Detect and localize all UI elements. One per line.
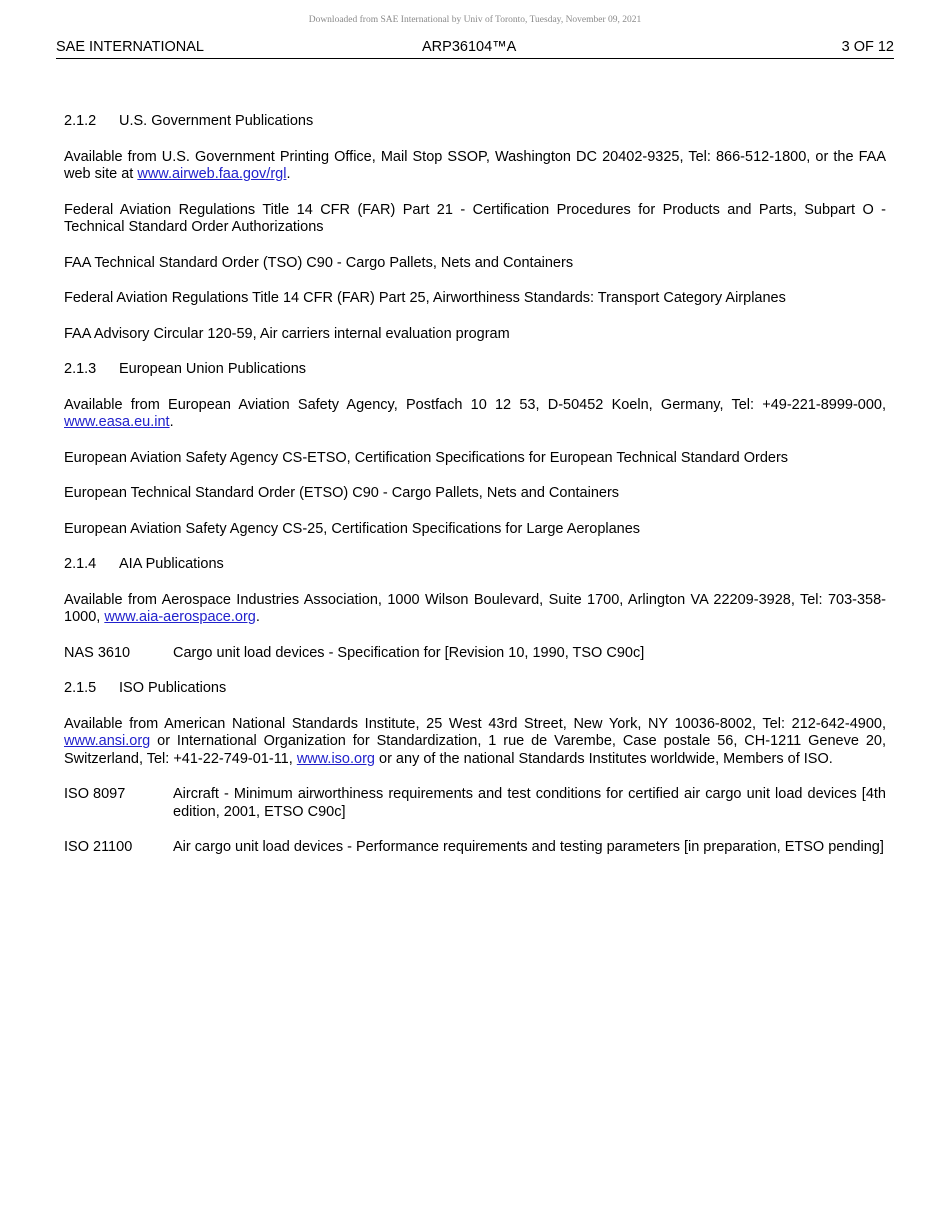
reference-entry-iso21100 bbox=[64, 839, 886, 857]
section-heading-2-1-5 bbox=[64, 680, 886, 698]
reference-description: Aircraft - Minimum airworthiness requirements and test conditions for certified air cargo unit load devices [4th edition, 2001, ETSO C90c] bbox=[173, 786, 886, 820]
section-title: U.S. Government Publications bbox=[119, 113, 314, 129]
availability-paragraph-eu bbox=[64, 397, 886, 432]
availability-text: Available from U.S. Government Printing Office, Mail Stop SSOP, Washington DC 20402-9325, Tel: 866-512-1800, or the FAA web site at bbox=[64, 148, 886, 182]
section-number: 2.1.2 bbox=[64, 113, 97, 129]
faa-link[interactable]: www.airweb.faa.gov/rgl bbox=[137, 166, 287, 182]
section-number: 2.1.3 bbox=[64, 361, 97, 377]
reference-description: Cargo unit load devices - Specification for [Revision 10, 1990, TSO C90c] bbox=[173, 644, 645, 661]
reference-entry-nas3610 bbox=[64, 645, 886, 663]
punctuation: . bbox=[169, 414, 174, 430]
section-title: European Union Publications bbox=[119, 361, 307, 377]
availability-text: or any of the national Standards Institutes worldwide, Members of ISO. bbox=[374, 750, 833, 767]
availability-text: Available from Aerospace Industries Association, 1000 Wilson Boulevard, Suite 1700, Arlington VA 22209-3928, Tel: 703-358-1000, bbox=[64, 591, 886, 625]
reference-item: European Aviation Safety Agency CS-ETSO, Certification Specifications for European Technical Standard Orders bbox=[64, 449, 789, 466]
download-watermark: Downloaded from SAE International by Univ of Toronto, Tuesday, November 09, 2021 bbox=[308, 15, 642, 25]
aia-link[interactable]: www.aia-aerospace.org bbox=[104, 609, 256, 625]
section-title: ISO Publications bbox=[119, 680, 227, 696]
punctuation: . bbox=[255, 609, 260, 625]
header-document-id: ARP36104™A bbox=[422, 39, 517, 55]
page-header bbox=[56, 38, 894, 59]
section-heading-2-1-2 bbox=[64, 113, 886, 131]
page-body bbox=[64, 113, 886, 875]
reference-entry-iso8097 bbox=[64, 786, 886, 821]
availability-paragraph-iso bbox=[64, 716, 886, 769]
reference-item: European Aviation Safety Agency CS-25, Certification Specifications for Large Aeroplanes bbox=[64, 520, 641, 537]
availability-text: Available from American National Standards Institute, 25 West 43rd Street, New York, NY 10036-8002, Tel: 212-642-4900, bbox=[64, 715, 886, 732]
availability-paragraph-us bbox=[64, 149, 886, 184]
reference-item: FAA Advisory Circular 120-59, Air carriers internal evaluation program bbox=[64, 325, 510, 342]
header-organization: SAE INTERNATIONAL bbox=[56, 39, 204, 55]
availability-text: Available from European Aviation Safety Agency, Postfach 10 12 53, D-50452 Koeln, Germany, Tel: +49-221-8999-000, bbox=[64, 396, 886, 413]
availability-paragraph-aia bbox=[64, 592, 886, 627]
reference-code: ISO 8097 bbox=[64, 786, 126, 802]
section-number: 2.1.4 bbox=[64, 556, 97, 572]
punctuation: . bbox=[286, 166, 291, 182]
section-number: 2.1.5 bbox=[64, 680, 97, 696]
iso-link[interactable]: www.iso.org bbox=[296, 750, 375, 767]
section-heading-2-1-4 bbox=[64, 556, 886, 574]
reference-item: Federal Aviation Regulations Title 14 CFR (FAR) Part 21 - Certification Procedures for Products and Parts, Subpart O - Technical Standard Order Authorizations bbox=[64, 201, 886, 235]
section-title: AIA Publications bbox=[119, 556, 224, 572]
reference-item: European Technical Standard Order (ETSO) C90 - Cargo Pallets, Nets and Containers bbox=[64, 485, 620, 501]
reference-code: NAS 3610 bbox=[64, 644, 131, 661]
availability-text: or International Organization for Standardization, 1 rue de Varembe, Case postale 56, CH-1211 Geneve 20, Switzerland, Tel: +41-22-749-01-11, bbox=[64, 733, 886, 767]
reference-item: Federal Aviation Regulations Title 14 CFR (FAR) Part 25, Airworthiness Standards: Transport Category Airplanes bbox=[64, 290, 786, 306]
header-page-number: 3 OF 12 bbox=[841, 39, 894, 55]
ansi-link[interactable]: www.ansi.org bbox=[64, 733, 151, 749]
reference-item: FAA Technical Standard Order (TSO) C90 - Cargo Pallets, Nets and Containers bbox=[64, 254, 574, 271]
reference-description: Air cargo unit load devices - Performance requirements and testing parameters [in preparation, ETSO pending] bbox=[173, 839, 884, 855]
section-heading-2-1-3 bbox=[64, 361, 886, 379]
easa-link[interactable]: www.easa.eu.int bbox=[64, 414, 170, 430]
reference-code: ISO 21100 bbox=[64, 839, 133, 855]
